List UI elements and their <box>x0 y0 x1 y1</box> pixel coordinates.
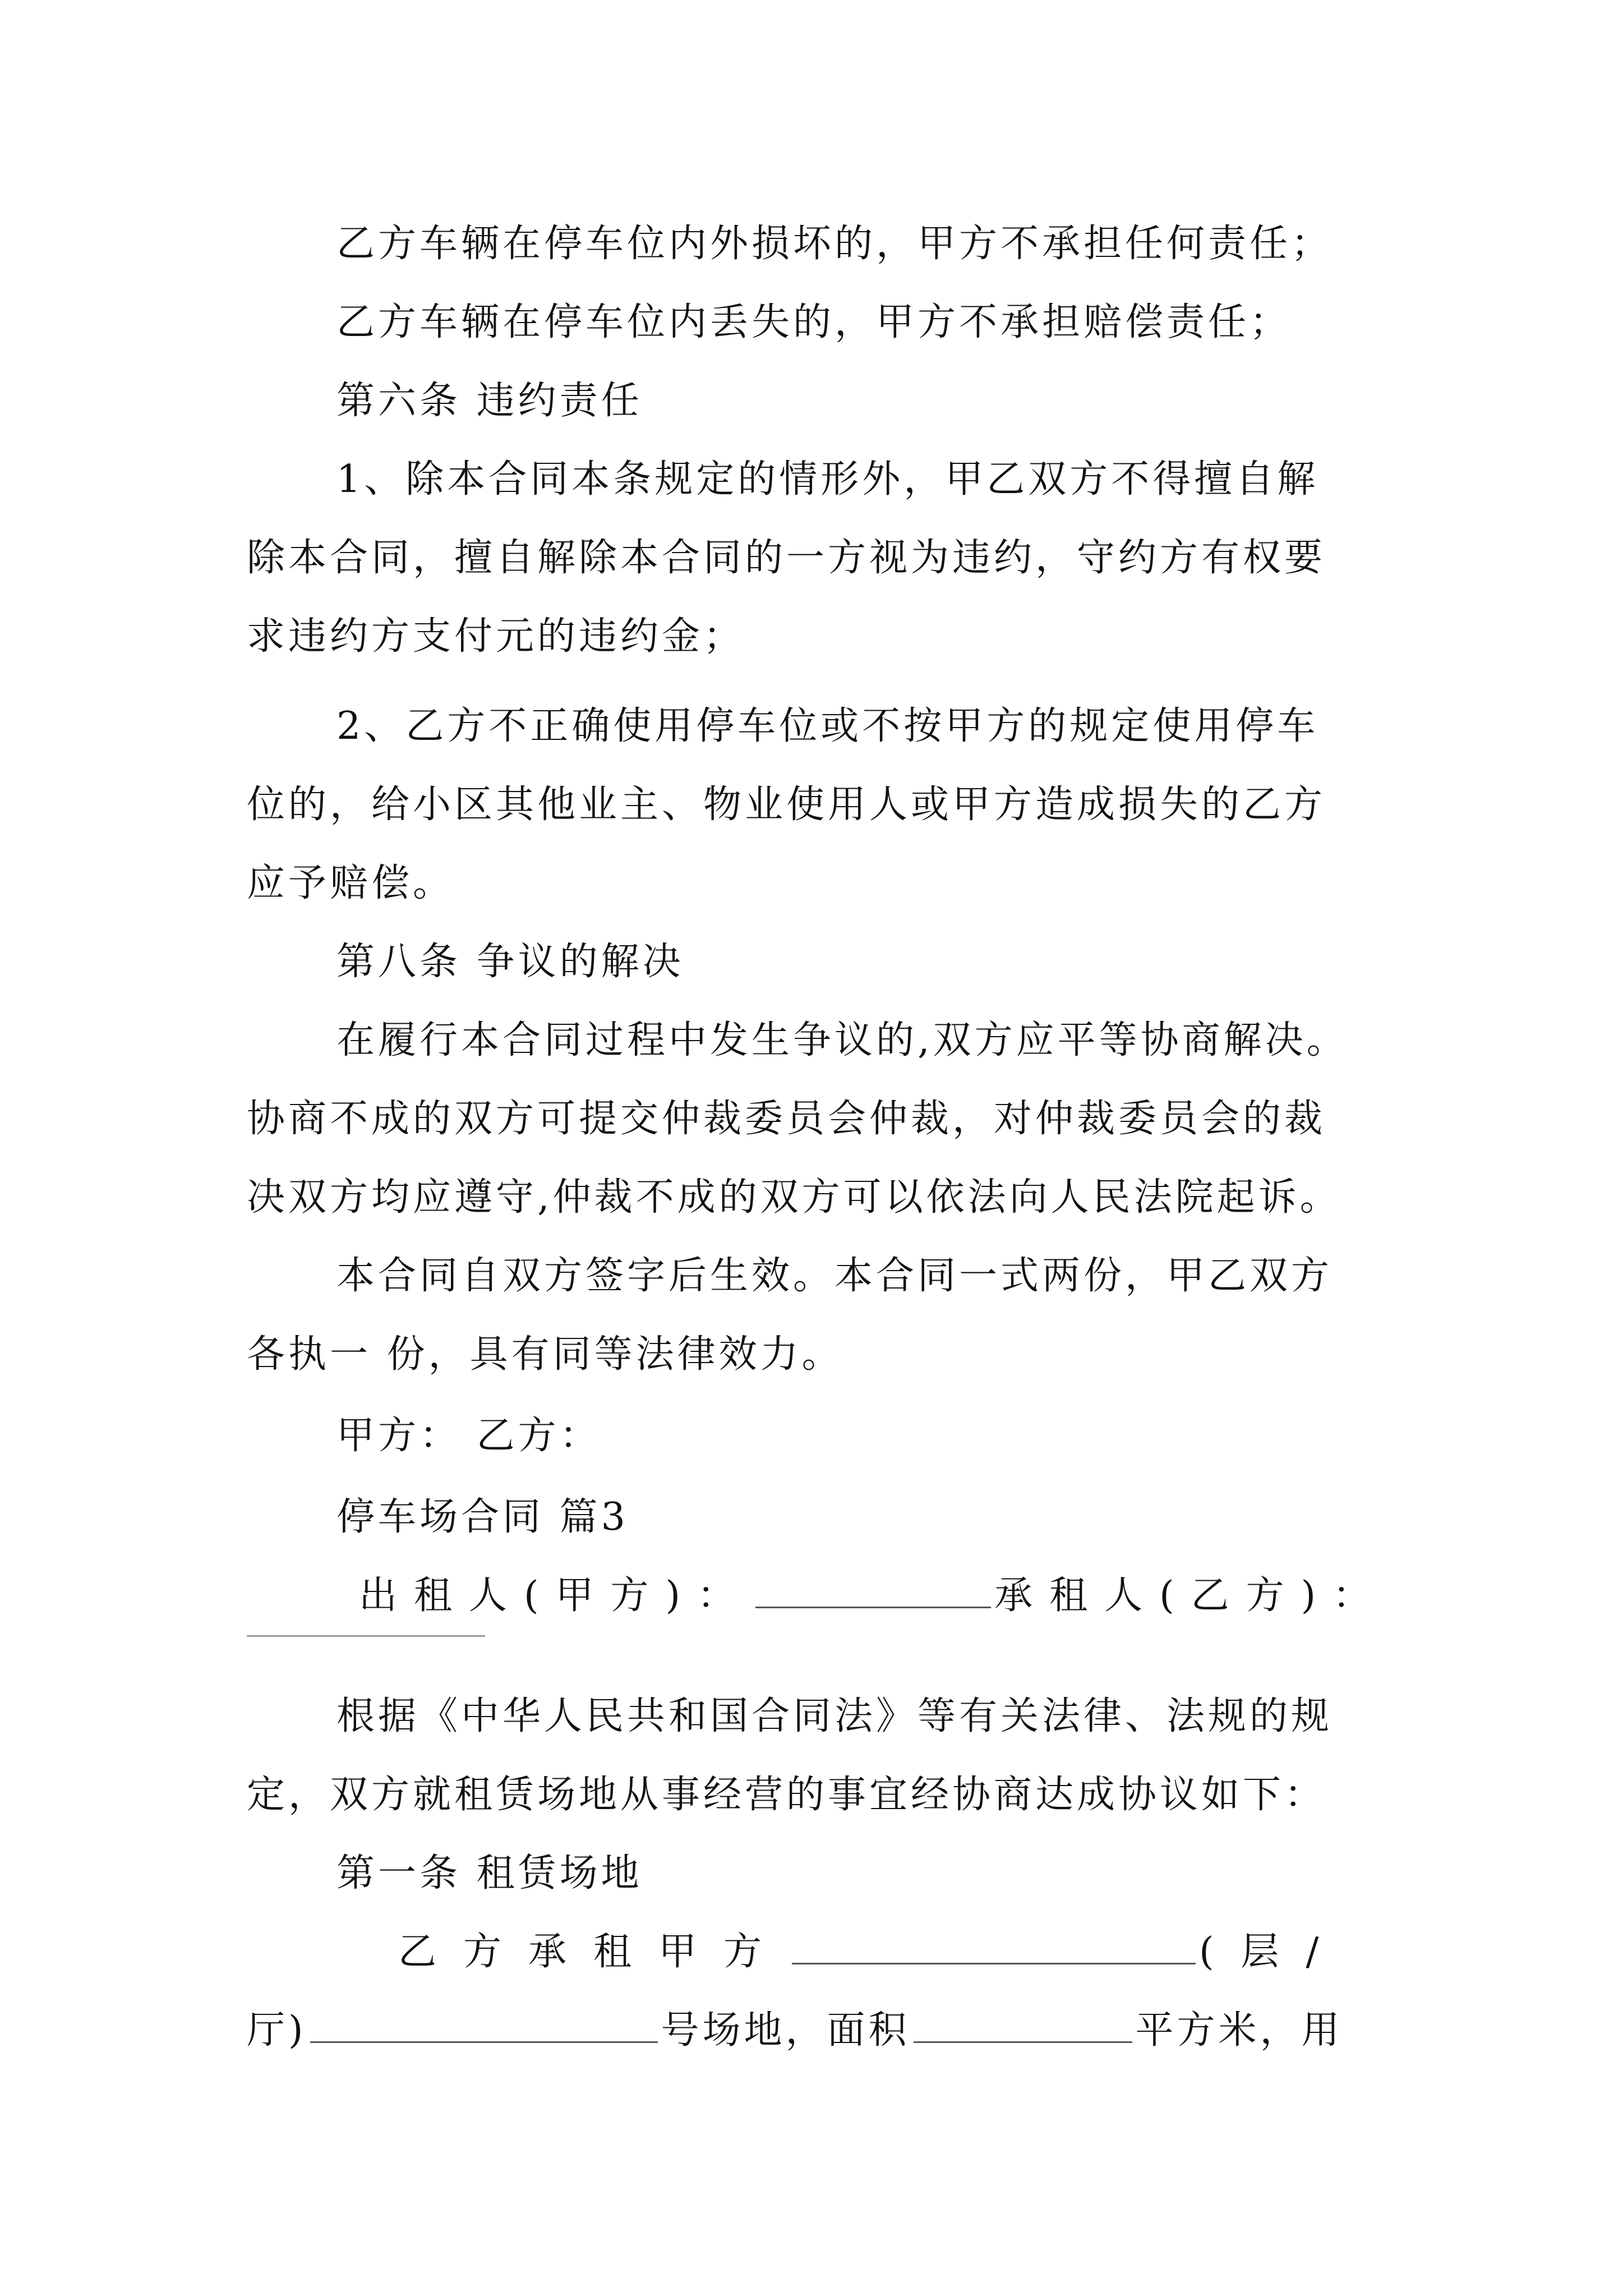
clause-text: 厅) <box>247 2008 307 2053</box>
blank-field <box>755 1573 991 1608</box>
paragraph-line: 各执一 份，具有同等法律效力。 <box>247 1332 843 1377</box>
clause-text: (层/ <box>1199 1930 1346 1974</box>
clause-text: 平方米，用 <box>1135 2008 1343 2053</box>
blank-field <box>914 2008 1132 2043</box>
paragraph-line: 在履行本合同过程中发生争议的,双方应平等协商解决。 <box>336 1018 1348 1062</box>
paragraph-line: 1、除本合同本条规定的情形外，甲乙双方不得擅自解 <box>336 457 1319 501</box>
section-heading: 第六条 违约责任 <box>336 379 643 423</box>
blank-field <box>792 1929 1196 1964</box>
paragraph-line: 定，双方就租赁场地从事经营的事宜经协商达成协议如下： <box>247 1773 1326 1817</box>
paragraph-line: 位的，给小区其他业主、物业使用人或甲方造成损失的乙方 <box>247 783 1326 827</box>
paragraph-line: 根据《中华人民共和国合同法》等有关法律、法规的规 <box>336 1694 1333 1738</box>
section-title: 停车场合同 篇3 <box>336 1495 629 1539</box>
paragraph-line: 乙方车辆在停车位内丢失的，甲方不承担赔偿责任； <box>336 300 1292 344</box>
blank-field <box>310 2008 658 2043</box>
clause-line <box>247 2003 1343 2059</box>
paragraph-line: 求违约方支付元的违约金； <box>247 614 745 659</box>
paragraph-line: 乙方车辆在停车位内外损坏的，甲方不承担任何责任； <box>336 222 1333 266</box>
paragraph-line: 应予赔偿。 <box>247 861 455 905</box>
parties-line <box>359 1568 1387 1624</box>
section-heading: 第八条 争议的解决 <box>336 940 684 984</box>
paragraph-line: 除本合同，擅自解除本合同的一方视为违约，守约方有权要 <box>247 536 1326 580</box>
paragraph-line: 决双方均应遵守,仲裁不成的双方可以依法向人民法院起诉。 <box>247 1175 1341 1220</box>
clause-line <box>398 1924 1345 1980</box>
lessee-label: 承租人(乙方)： <box>994 1573 1388 1618</box>
section-heading: 第一条 租赁场地 <box>336 1851 643 1895</box>
lessor-label: 出租人(甲方)： <box>359 1573 753 1618</box>
clause-text: 号场地，面积 <box>661 2008 910 2053</box>
clause-text: 乙方承租甲方 <box>398 1930 789 1974</box>
paragraph-line: 2、乙方不正确使用停车位或不按甲方的规定使用停车 <box>336 704 1319 748</box>
paragraph-line: 本合同自双方签字后生效。本合同一式两份，甲乙双方 <box>336 1254 1333 1298</box>
signature-line: 甲方： 乙方： <box>336 1414 601 1458</box>
paragraph-line: 协商不成的双方可提交仲裁委员会仲裁，对仲裁委员会的裁 <box>247 1097 1326 1141</box>
blank-field <box>247 1635 485 1637</box>
